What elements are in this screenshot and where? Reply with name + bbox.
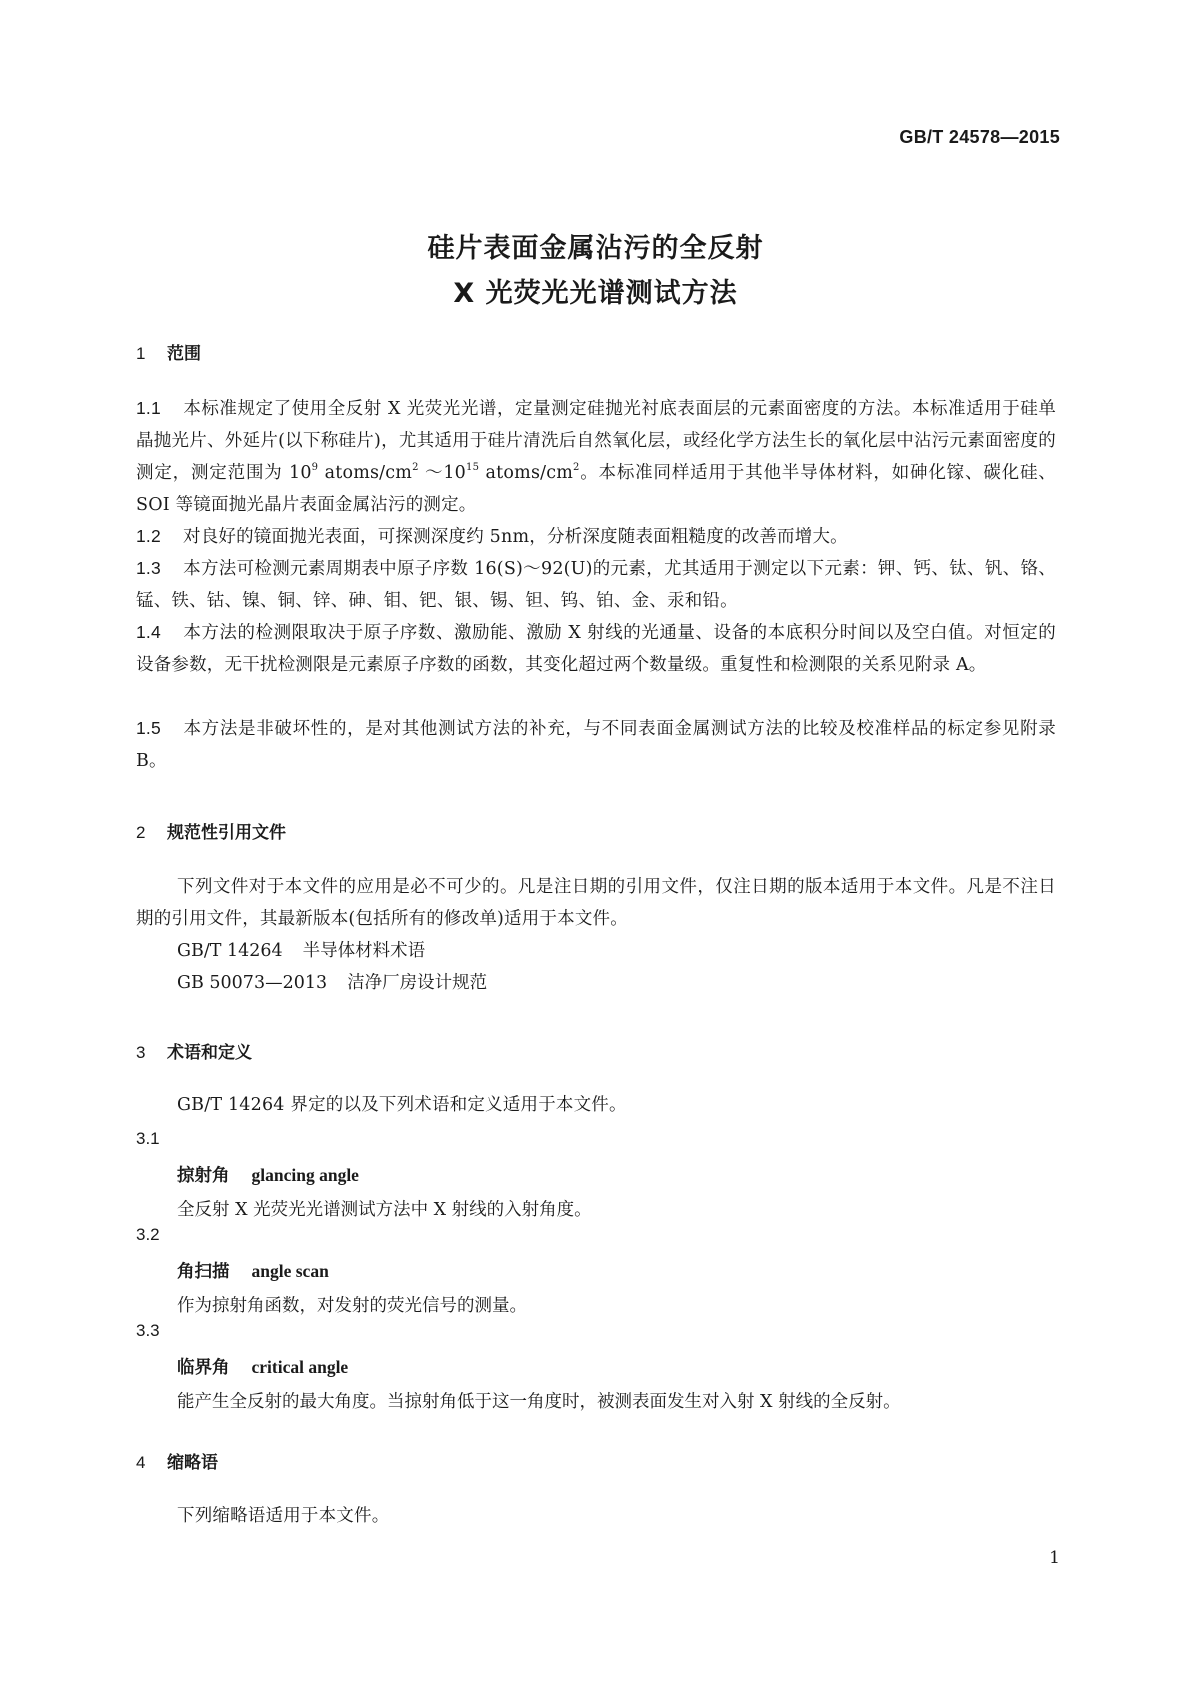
reference-code: GB/T 14264	[177, 941, 283, 961]
term-definition: 全反射 X 光荧光光谱测试方法中 X 射线的入射角度。	[177, 1200, 592, 1220]
term-number: 3.2	[136, 1225, 160, 1244]
section-2-heading	[136, 818, 286, 843]
section-number: 2	[136, 823, 146, 842]
term-zh: 角扫描	[177, 1262, 230, 1282]
clause-number: 1.1	[136, 398, 161, 418]
term-definition: 能产生全反射的最大角度。当掠射角低于这一角度时，被测表面发生对入射 X 射线的全反射。	[177, 1392, 901, 1412]
section-title: 术语和定义	[167, 1043, 252, 1063]
clause-number: 1.2	[136, 526, 161, 546]
term-zh: 掠射角	[177, 1166, 230, 1186]
reference-item	[177, 967, 487, 999]
exponent: 15	[466, 462, 480, 473]
document-title	[0, 226, 1191, 316]
term-en: critical angle	[251, 1357, 349, 1377]
section-1-heading	[136, 339, 201, 364]
term-en: angle scan	[251, 1261, 329, 1281]
reference-title: 洁净厂房设计规范	[347, 973, 488, 993]
term-heading	[177, 1162, 359, 1187]
section-number: 3	[136, 1043, 146, 1062]
normative-intro: 下列文件对于本文件的应用是必不可少的。凡是注日期的引用文件，仅注日期的版本适用于本文件。凡是不注日期的引用文件，其最新版本(包括所有的修改单)适用于本文件。	[136, 877, 1056, 929]
clause-1-4	[136, 616, 1056, 681]
clause-text: atoms/cm	[479, 463, 574, 483]
terms-intro: GB/T 14264 界定的以及下列术语和定义适用于本文件。	[177, 1095, 627, 1115]
exponent: 9	[311, 462, 319, 473]
clause-text: 本方法可检测元素周期表中原子序数 16(S)～92(U)的元素，尤其适用于测定以下元素：钾、钙、钛、钒、铬、锰、铁、钴、镍、铜、锌、砷、钼、钯、银、锡、钽、钨、铂、金、汞和铅。	[136, 559, 1056, 611]
term-number: 3.3	[136, 1321, 160, 1340]
clause-number: 1.4	[136, 622, 161, 642]
term-zh: 临界角	[177, 1358, 230, 1378]
term-heading	[177, 1354, 348, 1379]
section-number: 1	[136, 344, 146, 363]
clause-text: 。本标准同样适用于其他半导体材料，如砷化镓、碳化硅、SOI 等镜面抛光晶片表面金属沾污的测定。	[136, 463, 1057, 515]
clause-text: 本方法的检测限取决于原子序数、激励能、激励 X 射线的光通量、设备的本底积分时间以及空白值。对恒定的设备参数，无干扰检测限是元素原子序数的函数，其变化超过两个数量级。重复性和检测限的关系见附录 A。	[136, 623, 1056, 675]
clause-text: atoms/cm	[318, 463, 413, 483]
clause-1-3	[136, 552, 1056, 617]
title-line-1: 硅片表面金属沾污的全反射	[427, 233, 764, 264]
term-en: glancing angle	[251, 1165, 359, 1185]
clause-text: ～10	[418, 463, 467, 483]
title-line-2: X 光荧光光谱测试方法	[453, 278, 738, 309]
section-4-heading	[136, 1448, 218, 1473]
clause-1-1	[136, 392, 1056, 521]
clause-text: 对良好的镜面抛光表面，可探测深度约 5nm，分析深度随表面粗糙度的改善而增大。	[183, 527, 848, 547]
section-title: 规范性引用文件	[167, 823, 286, 843]
clause-text: 本标准规定了使用全反射 X 光荧光光谱，定量测定硅抛光衬底表面层的元素面密度的方法。本标准适用于硅单晶抛光片、外延片(以下称硅片)，尤其适用于硅片清洗后自然氧化层，或经化学方法生长的氧化层中沾污元素面密度的测定，测定范围为 10	[136, 399, 1056, 483]
section-3-heading	[136, 1038, 252, 1063]
section-title: 范围	[167, 344, 201, 364]
clause-1-2	[136, 520, 1056, 553]
reference-item	[177, 935, 425, 967]
page-number: 1	[1049, 1548, 1060, 1568]
exponent: 2	[412, 462, 419, 473]
standard-code: GB/T 24578—2015	[899, 127, 1060, 147]
term-number: 3.1	[136, 1129, 160, 1148]
clause-number: 1.5	[136, 718, 161, 738]
term-definition: 作为掠射角函数，对发射的荧光信号的测量。	[177, 1296, 527, 1316]
reference-code: GB 50073—2013	[177, 973, 328, 993]
clause-1-5	[136, 712, 1056, 777]
section-number: 4	[136, 1453, 146, 1472]
clause-number: 1.3	[136, 558, 161, 578]
term-heading	[177, 1258, 329, 1283]
clause-text: 本方法是非破坏性的，是对其他测试方法的补充，与不同表面金属测试方法的比较及校准样品的标定参见附录 B。	[136, 719, 1056, 771]
abbrev-intro: 下列缩略语适用于本文件。	[177, 1506, 390, 1526]
section-title: 缩略语	[167, 1453, 218, 1473]
reference-title: 半导体材料术语	[302, 941, 426, 961]
exponent: 2	[573, 462, 580, 473]
